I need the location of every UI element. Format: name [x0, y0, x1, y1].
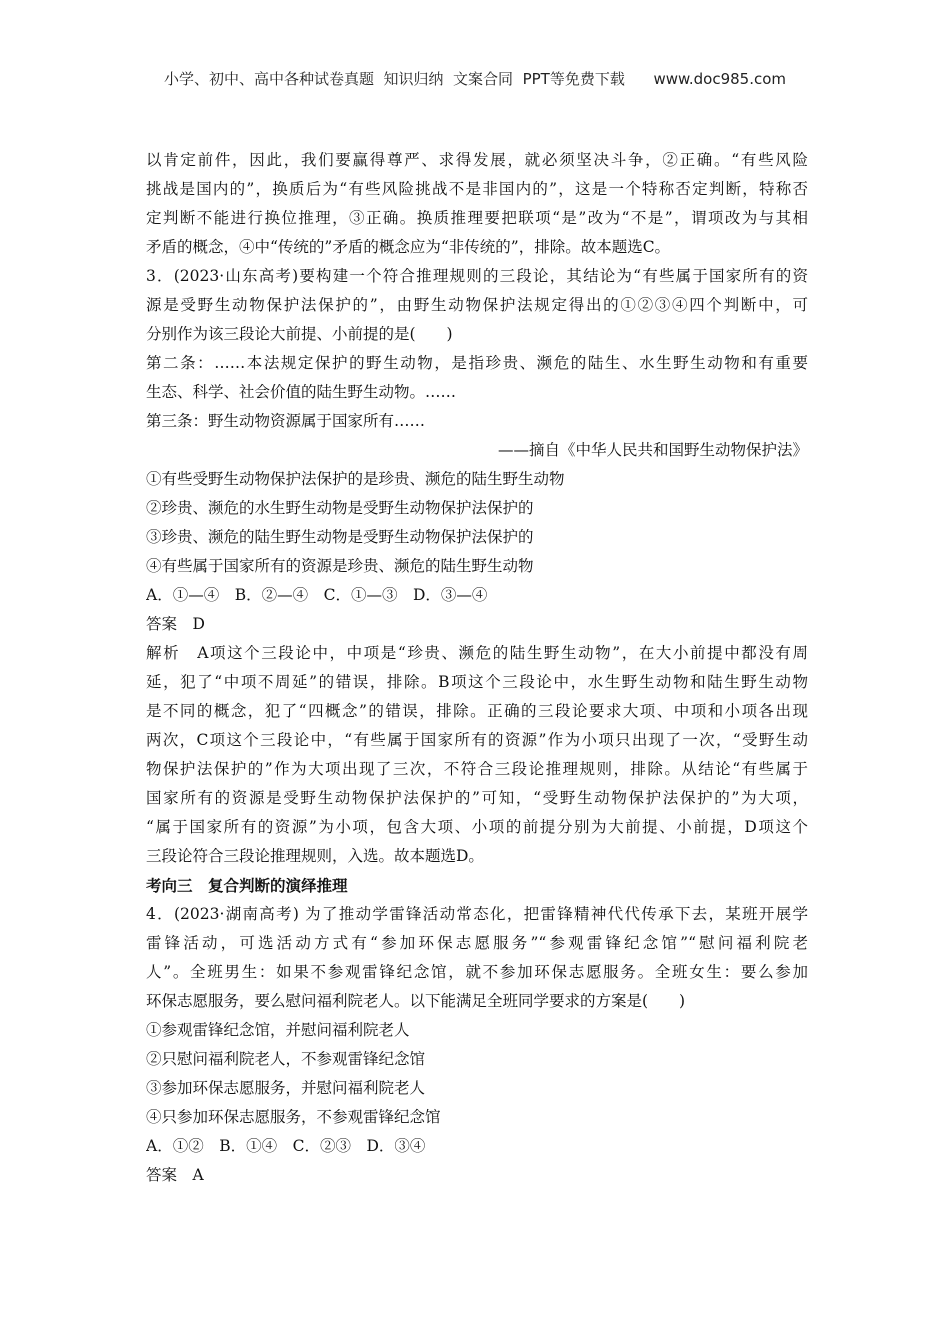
q3-explanation-line: 是不同的概念，犯了“四概念”的错误，排除。正确的三段论要求大项、中项和小项各出现 [146, 702, 808, 720]
page-content [146, 146, 808, 1190]
page-header: 小学、初中、高中各种试卷真题 知识归纳 文案合同 PPT等免费下载 www.doc985.com [163, 70, 787, 88]
prev-explanation-line: 挑战是国内的”，换质后为“有些风险挑战不是非国内的”，这是一个特称否定判断，特称否 [146, 180, 808, 198]
q4-item: ④只参加环保志愿服务，不参观雷锋纪念馆 [146, 1108, 441, 1126]
q3-stem-line: 分别作为该三段论大前提、小前提的是( ) [146, 325, 453, 343]
q3-stem-line: 源是受野生动物保护法保护的”，由野生动物保护法规定得出的①②③④四个判断中，可 [146, 296, 808, 314]
q3-explanation-line: 两次，C项这个三段论中，“有些属于国家所有的资源”作为小项只出现了一次，“受野生动 [146, 731, 808, 749]
q3-quote-source: ——摘自《中华人民共和国野生动物保护法》 [497, 441, 808, 459]
prev-explanation-line: 以肯定前件，因此，我们要赢得尊严、求得发展，就必须坚决斗争，②正确。“有些风险 [146, 151, 808, 169]
q4-stem-line: 4．(2023·湖南高考) 为了推动学雷锋活动常态化，把雷锋精神代代传承下去，某班开展学 [146, 905, 808, 923]
prev-explanation-line: 矛盾的概念，④中“传统的”矛盾的概念应为“非传统的”，排除。故本题选C。 [146, 238, 671, 256]
q3-explanation-line: “属于国家所有的资源”为小项，包含大项、小项的前提分别为大前提、小前提，D项这个 [146, 818, 808, 836]
q4-item: ①参观雷锋纪念馆，并慰问福利院老人 [146, 1021, 410, 1039]
q3-explanation-line: 三段论符合三段论推理规则，入选。故本题选D。 [146, 847, 484, 865]
q4-item: ②只慰问福利院老人，不参观雷锋纪念馆 [146, 1050, 426, 1068]
section-title: 考向三 复合判断的演绎推理 [146, 876, 348, 895]
q4-stem-line: 环保志愿服务，要么慰问福利院老人。以下能满足全班同学要求的方案是( ) [146, 992, 686, 1010]
q3-item: ②珍贵、濒危的水生野生动物是受野生动物保护法保护的 [146, 499, 534, 517]
q4-answer: 答案 A [146, 1166, 204, 1184]
q4-stem-line: 雷锋活动，可选活动方式有“参加环保志愿服务”“参观雷锋纪念馆”“慰问福利院老 [146, 934, 808, 952]
q4-options: A．①② B．①④ C．②③ D．③④ [146, 1137, 426, 1155]
q3-options: A．①—④ B．②—④ C．①—③ D．③—④ [146, 586, 488, 604]
q3-quote-line: 生态、科学、社会价值的陆生野生动物。…… [146, 383, 457, 401]
q4-item: ③参加环保志愿服务，并慰问福利院老人 [146, 1079, 426, 1097]
q3-explanation-line: 解析 A项这个三段论中，中项是“珍贵、濒危的陆生野生动物”，在大小前提中都没有周 [146, 644, 808, 662]
q3-explanation-line: 物保护法保护的”作为大项出现了三次，不符合三段论推理规则，排除。从结论“有些属于 [146, 760, 808, 778]
q4-stem-line: 人”。全班男生：如果不参观雷锋纪念馆，就不参加环保志愿服务。全班女生：要么参加 [146, 963, 808, 981]
q3-item: ④有些属于国家所有的资源是珍贵、濒危的陆生野生动物 [146, 557, 534, 575]
prev-explanation-line: 定判断不能进行换位推理，③正确。换质推理要把联项“是”改为“不是”，谓项改为与其相 [146, 209, 808, 227]
q3-answer: 答案 D [146, 615, 205, 633]
q3-quote-line: 第三条：野生动物资源属于国家所有…… [146, 412, 426, 430]
q3-explanation-line: 国家所有的资源是受野生动物保护法保护的”可知，“受野生动物保护法保护的”为大项， [146, 789, 808, 807]
q3-quote-line: 第二条：……本法规定保护的野生动物，是指珍贵、濒危的陆生、水生野生动物和有重要 [146, 354, 808, 372]
q3-explanation-line: 延，犯了“中项不周延”的错误，排除。B项这个三段论中，水生野生动物和陆生野生动物 [146, 673, 808, 691]
q3-stem-line: 3．(2023·山东高考)要构建一个符合推理规则的三段论，其结论为“有些属于国家所有的资 [146, 267, 808, 285]
q3-item: ①有些受野生动物保护法保护的是珍贵、濒危的陆生野生动物 [146, 470, 565, 488]
q3-item: ③珍贵、濒危的陆生野生动物是受野生动物保护法保护的 [146, 528, 534, 546]
